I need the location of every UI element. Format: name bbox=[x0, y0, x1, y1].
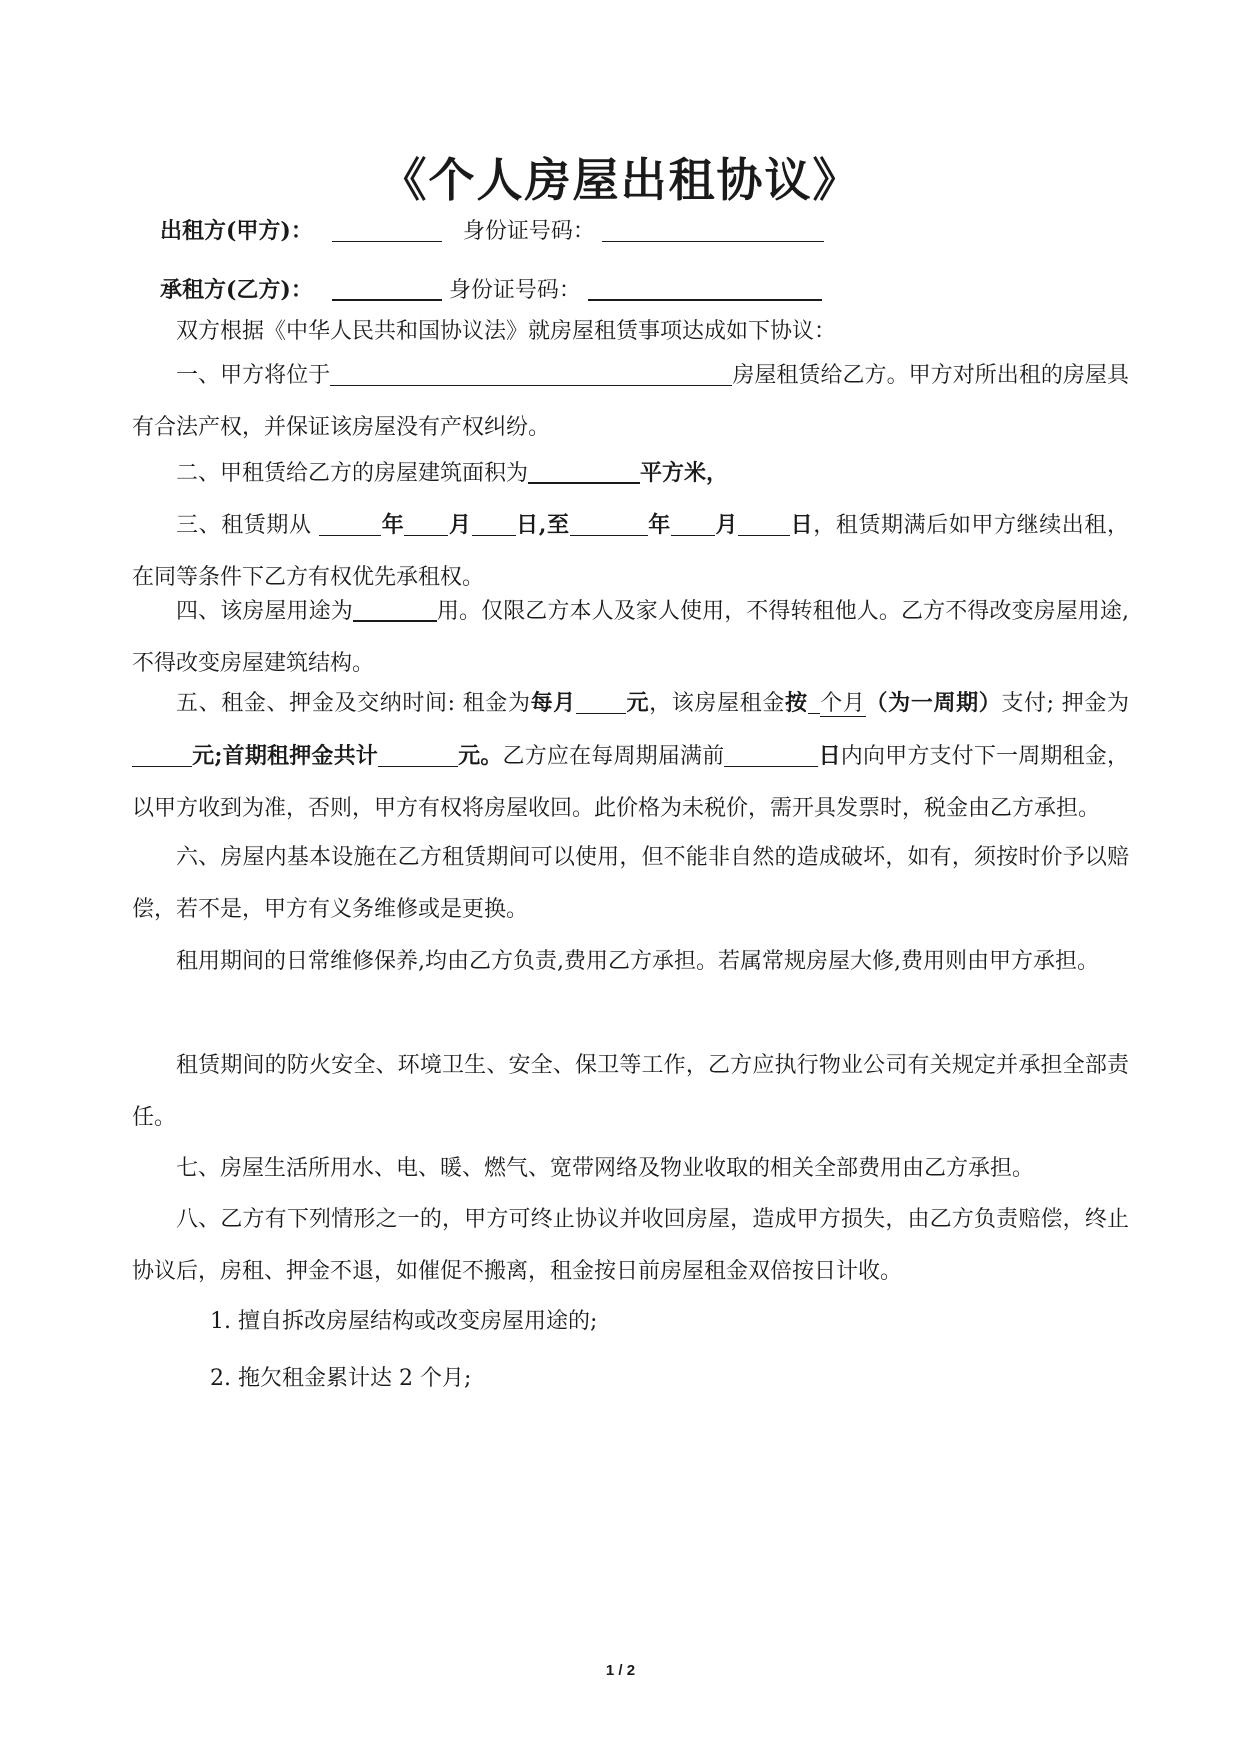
clause-7: 七、房屋生活所用水、电、暖、燃气、宽带网络及物业收取的相关全部费用由乙方承担。 bbox=[176, 1156, 1035, 1181]
monthly-label: 每月 bbox=[530, 690, 576, 716]
clause-1 bbox=[132, 350, 1129, 454]
party-b-label: 承租方(乙方)： bbox=[160, 277, 313, 303]
intro-paragraph: 双方根据《中华人民共和国协议法》就房屋租赁事项达成如下协议： bbox=[176, 319, 837, 344]
deposit-blank[interactable] bbox=[132, 740, 192, 767]
clause-5-text-5: 内向甲方支付下一周期租金，以甲方收到为准，否则，甲方有权将房屋收回。此价格为未税价，需开具发票时，税金由乙方承担。 bbox=[132, 744, 1129, 821]
safety-paragraph: 租赁期间的防火安全、环境卫生、安全、保卫等工作，乙方应执行物业公司有关规定并承担全部责任。 bbox=[132, 1053, 1129, 1130]
clause-8: 八、乙方有下列情形之一的，甲方可终止协议并收回房屋，造成甲方损失，由乙方负责赔偿，终止协议后，房租、押金不退，如催促不搬离，租金按日前房屋租金双倍按日计收。 bbox=[132, 1207, 1129, 1284]
clause-1-text-before: 一、甲方将位于 bbox=[176, 363, 331, 388]
start-day-label: 日 bbox=[515, 512, 539, 538]
end-year-label: 年 bbox=[647, 512, 671, 538]
to-label: ,至 bbox=[538, 512, 570, 538]
start-day-blank[interactable] bbox=[472, 509, 516, 536]
party-a-id-blank[interactable] bbox=[602, 215, 824, 242]
page-number: 1 / 2 bbox=[605, 1662, 636, 1679]
start-month-blank[interactable] bbox=[404, 509, 448, 536]
start-year-label: 年 bbox=[381, 512, 405, 538]
end-year-blank[interactable] bbox=[570, 509, 648, 536]
clause-5-text-4: 乙方应在每周期届满前 bbox=[502, 744, 725, 769]
payment-days-blank[interactable] bbox=[724, 740, 818, 767]
clause-1-text-after: 房屋租赁给乙方。甲方对所出租的房屋具有合法产权，并保证该房屋没有产权纠纷。 bbox=[132, 363, 1129, 440]
rent-yuan-label: 元 bbox=[625, 690, 650, 716]
monthly-rent-blank[interactable] bbox=[576, 687, 626, 714]
clause-5-text-3: 支付; 押金为 bbox=[1001, 691, 1129, 716]
first-payment-yuan-label: 元。 bbox=[457, 743, 503, 769]
clause-6: 六、房屋内基本设施在乙方租赁期间可以使用，但不能非自然的造成破坏，如有，须按时价予以赔偿，若不是，甲方有义务维修或是更换。 bbox=[132, 845, 1129, 922]
by-label: 按 bbox=[784, 690, 808, 716]
party-a-line bbox=[160, 215, 824, 247]
list-item-2: 2. 拖欠租金累计达 2 个月; bbox=[210, 1366, 472, 1391]
cycle-label: （为一周期） bbox=[865, 690, 1002, 716]
end-month-blank[interactable] bbox=[671, 509, 715, 536]
clause-5-text-1: 五、租金、押金及交纳时间: 租金为 bbox=[176, 691, 531, 716]
property-address-blank[interactable] bbox=[330, 359, 732, 386]
party-a-name-blank[interactable] bbox=[332, 215, 442, 242]
first-payment-label: 首期租押金共计 bbox=[222, 743, 378, 769]
end-month-label: 月 bbox=[714, 512, 739, 538]
list-item-1: 1. 擅自拆改房屋结构或改变房屋用途的; bbox=[210, 1309, 598, 1334]
clause-5-text-2: ，该房屋租金 bbox=[649, 691, 785, 716]
deposit-yuan-label: 元; bbox=[192, 743, 223, 769]
months-label: 个月 bbox=[819, 691, 866, 716]
clause-3-prefix: 三、租赁期从 bbox=[176, 513, 312, 538]
clause-4 bbox=[132, 586, 1129, 690]
party-a-label: 出租方(甲方)： bbox=[160, 218, 313, 244]
clause-3-suffix: ，租赁期满后如甲方继续出租，在同等条件下乙方有权优先承租权。 bbox=[132, 513, 1129, 590]
clause-5 bbox=[132, 677, 1129, 835]
party-b-id-blank[interactable] bbox=[588, 273, 822, 301]
party-b-name-blank[interactable] bbox=[332, 273, 442, 301]
party-b-line bbox=[160, 273, 822, 306]
clause-4-text-after: 用。仅限乙方本人及家人使用，不得转租他人。乙方不得改变房屋用途,不得改变房屋建筑结构。 bbox=[132, 599, 1129, 676]
party-a-id-label: 身份证号码： bbox=[462, 219, 595, 244]
end-day-label: 日 bbox=[790, 512, 814, 538]
repair-paragraph: 租用期间的日常维修保养,均由乙方负责,费用乙方承担。若属常规房屋大修,费用则由甲方承担。 bbox=[176, 949, 1099, 974]
start-month-label: 月 bbox=[448, 512, 472, 538]
clause-2-text: 二、甲租赁给乙方的房屋建筑面积为 bbox=[176, 461, 529, 486]
clause-4-text-before: 四、该房屋用途为 bbox=[176, 599, 353, 624]
first-payment-blank[interactable] bbox=[378, 740, 458, 767]
end-day-blank[interactable] bbox=[738, 509, 790, 536]
area-blank[interactable] bbox=[528, 456, 640, 484]
usage-blank[interactable] bbox=[353, 594, 437, 622]
document-title: 《个人房屋出租协议》 bbox=[380, 153, 861, 207]
area-unit: 平方米， bbox=[640, 460, 729, 486]
start-year-blank[interactable] bbox=[319, 509, 381, 536]
payment-day-label: 日 bbox=[818, 743, 841, 769]
party-b-id-label: 身份证号码： bbox=[448, 278, 581, 303]
clause-2 bbox=[132, 447, 1129, 500]
cycle-months-blank[interactable] bbox=[808, 687, 820, 714]
